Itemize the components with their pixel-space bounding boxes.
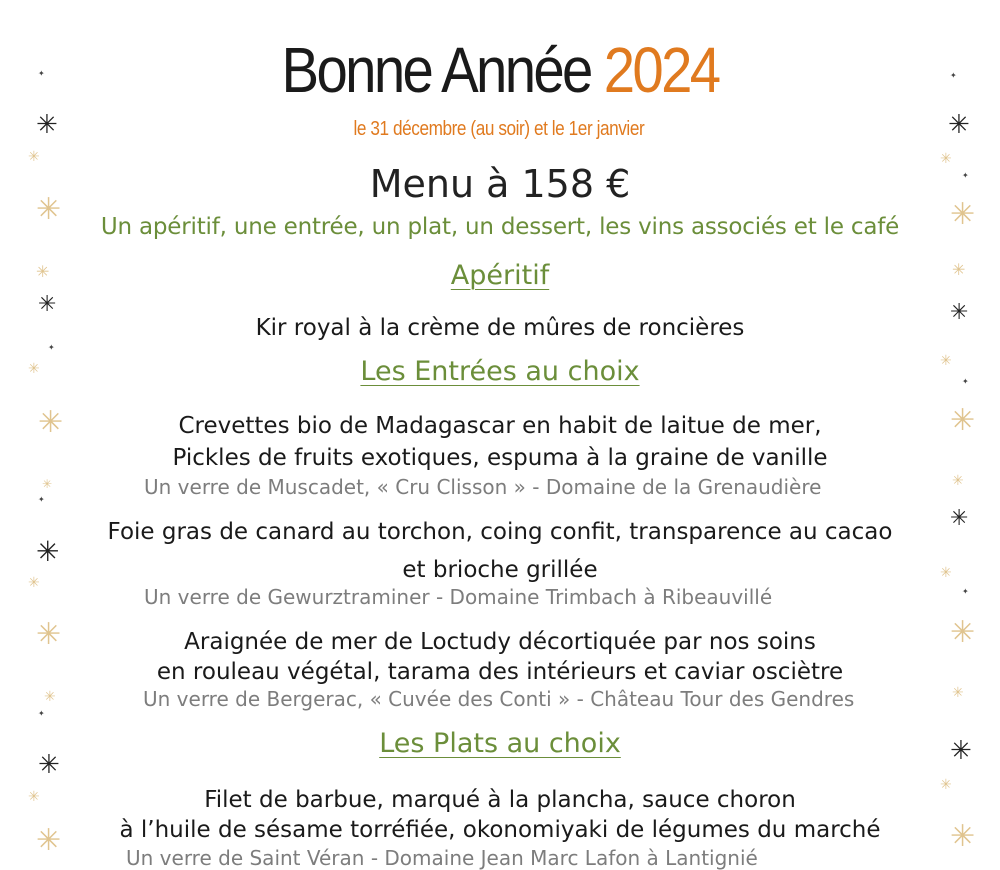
menu-includes: Un apéritif, une entrée, un plat, un dessert, les vins associés et le café [100, 214, 900, 240]
wine-pairing: Un verre de Saint Véran - Domaine Jean Marc Lafon à Lantignié [126, 846, 758, 870]
dish-line: Pickles de fruits exotiques, espuma à la graine de vanille [172, 445, 828, 471]
star-icon: ✦ [38, 69, 45, 78]
star-icon: ✳ [38, 750, 60, 780]
star-icon: ✳ [36, 110, 58, 140]
section-heading-aperitif: Apéritif [450, 260, 550, 291]
star-icon: ✳ [36, 617, 62, 652]
star-icon: ✳ [950, 197, 976, 232]
star-icon: ✳ [38, 292, 57, 317]
dish-line: Filet de barbue, marqué à la plancha, sauce choron [204, 787, 796, 813]
star-icon: ✦ [950, 71, 957, 80]
star-icon: ✳ [950, 403, 976, 438]
dish-line: et brioche grillée [402, 557, 598, 583]
star-icon: ✦ [38, 709, 45, 718]
star-icon: ✳ [948, 110, 970, 140]
menu-price: Menu à 158 € [369, 162, 631, 206]
star-icon: ✳ [28, 361, 40, 377]
star-icon: ✳ [28, 789, 40, 805]
star-icon: ✦ [962, 377, 969, 386]
star-icon: ✳ [950, 819, 976, 854]
star-icon: ✳ [940, 353, 952, 369]
star-icon: ✦ [962, 587, 969, 596]
wine-pairing: Un verre de Gewurztraminer - Domaine Trimbach à Ribeauvillé [144, 585, 773, 609]
section-heading-entrees: Les Entrées au choix [360, 356, 640, 387]
star-icon: ✳ [950, 506, 969, 531]
title-year: 2024 [603, 34, 719, 106]
wine-pairing: Un verre de Bergerac, « Cuvée des Conti » - Château Tour des Gendres [143, 687, 855, 711]
title-text: Bonne Année [281, 34, 591, 106]
star-icon: ✳ [952, 473, 964, 489]
star-icon: ✳ [36, 823, 62, 858]
star-icon: ✳ [940, 565, 952, 581]
event-dates: le 31 décembre (au soir) et le 1er janvier [353, 118, 645, 140]
star-icon: ✳ [36, 535, 60, 568]
star-icon: ✳ [950, 615, 976, 650]
star-icon: ✳ [952, 260, 966, 279]
star-icon: ✳ [940, 151, 952, 167]
star-icon: ✳ [42, 477, 53, 491]
dish-line: à l’huile de sésame torréfiée, okonomiyaki de légumes du marché [119, 817, 881, 843]
aperitif-item: Kir royal à la crème de mûres de roncières [255, 315, 745, 341]
star-icon: ✳ [950, 736, 972, 766]
star-icon: ✦ [962, 171, 969, 180]
star-icon: ✳ [940, 777, 952, 793]
star-icon: ✳ [28, 149, 40, 165]
star-icon: ✦ [38, 495, 45, 504]
star-icon: ✳ [28, 575, 40, 591]
star-icon: ✳ [36, 262, 50, 281]
dish-line: Crevettes bio de Madagascar en habit de laitue de mer, [178, 413, 822, 439]
star-icon: ✳ [36, 192, 62, 227]
star-icon: ✳ [950, 300, 969, 325]
star-icon: ✳ [44, 689, 56, 705]
dish-line: Araignée de mer de Loctudy décortiquée par nos soins [184, 629, 816, 655]
dish-line: en rouleau végétal, tarama des intérieurs et caviar osciètre [156, 659, 844, 685]
star-icon: ✳ [952, 685, 964, 701]
section-heading-plats: Les Plats au choix [379, 728, 621, 759]
dish-line: Foie gras de canard au torchon, coing confit, transparence au cacao [107, 519, 893, 545]
star-icon: ✦ [48, 343, 55, 352]
star-icon: ✳ [38, 405, 64, 440]
wine-pairing: Un verre de Muscadet, « Cru Clisson » - Domaine de la Grenaudière [144, 475, 822, 499]
page-title [60, 34, 940, 106]
